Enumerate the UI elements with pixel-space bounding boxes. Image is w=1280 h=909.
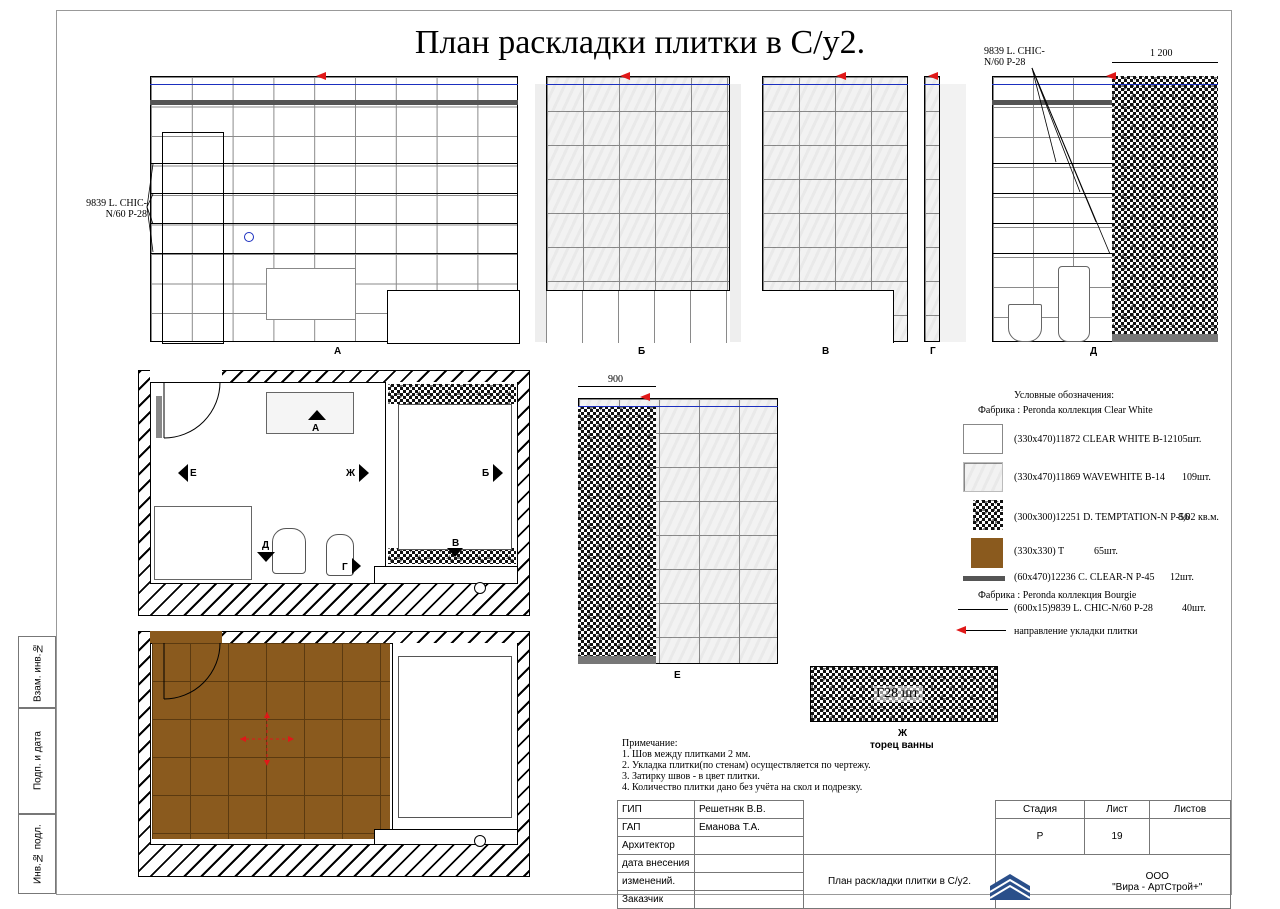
sink-icon <box>1008 304 1042 342</box>
elevation-g-side <box>940 84 966 342</box>
legend-item5-qty: 12шт. <box>1170 572 1194 583</box>
callout-right-line1: 9839 L. CHIC- <box>984 46 1045 57</box>
callout-left-line2: N/60 P-28 <box>105 209 147 220</box>
elevation-e-mosaic <box>578 406 656 658</box>
floor-direction-arrows-icon <box>236 708 298 770</box>
view-marker-e-icon <box>178 464 188 482</box>
side-stamp-inv-label: Инв.№ подл. <box>32 824 44 884</box>
plan-mark-e: Е <box>190 468 197 479</box>
legend-item4-name: (330x330) T <box>1014 546 1065 557</box>
elevation-a-border-band <box>150 100 518 105</box>
callout-left <box>62 198 147 220</box>
elevation-a-mirror <box>266 268 356 320</box>
stamp-stage: Р <box>996 819 1085 855</box>
stamp-change-date-2: изменений. <box>618 873 695 891</box>
company-logo-icon <box>988 862 1032 902</box>
elevation-b-return-r <box>730 84 741 342</box>
plan-mark-v: В <box>452 538 460 549</box>
view-marker-d-icon <box>257 552 275 562</box>
label-v: В <box>822 346 830 357</box>
elevation-e-top-line <box>578 406 778 407</box>
dim-1200-line <box>1112 62 1218 63</box>
dim-900: 900 <box>608 374 623 385</box>
stamp-customer: Заказчик <box>618 891 695 909</box>
legend-item7: направление укладки плитки <box>1014 626 1138 637</box>
bathtub-plan-2-icon <box>398 656 512 818</box>
title-block <box>617 800 1231 909</box>
side-stamp-inv <box>18 814 56 894</box>
legend-swatch-clear-white <box>963 424 1003 454</box>
direction-arrow-icon <box>640 393 650 401</box>
bidet-icon <box>326 534 354 576</box>
stamp-drawing-title: План раскладки плитки в С/у2. <box>804 855 996 909</box>
stamp-company <box>1085 855 1231 909</box>
radiator <box>156 396 162 438</box>
stamp-gip: ГИП <box>618 801 695 819</box>
toilet-plan-icon <box>272 528 306 574</box>
label-e: Е <box>674 670 681 681</box>
stamp-sheet-header: Лист <box>1085 801 1150 819</box>
direction-arrow-icon <box>620 72 630 80</box>
callout-right-line2: N/60 P-28 <box>984 57 1026 68</box>
door-swing-icon <box>150 370 230 442</box>
label-d: Д <box>1090 346 1098 357</box>
callout-left-leaders <box>145 160 157 255</box>
side-stamp-replace-label: Взам. инв.№ <box>32 642 44 702</box>
legend-factory1: Фабрика : Peronda коллекция Clear White <box>978 405 1153 416</box>
notes <box>622 738 871 793</box>
drain-2-icon <box>474 835 486 847</box>
view-marker-b-icon <box>493 464 503 482</box>
chic-line-3 <box>150 223 518 224</box>
stamp-gap-name: Еманова Т.А. <box>695 819 804 837</box>
elevation-e-base <box>578 656 656 664</box>
chic-line-1 <box>150 163 518 164</box>
toilet-icon <box>1058 266 1090 342</box>
legend-factory2: Фабрика : Peronda коллекция Bourgie <box>978 590 1137 601</box>
elevation-a-top-line <box>150 84 518 85</box>
note-3: 3. Затирку швов - в цвет плитки. <box>622 771 760 782</box>
plan-mark-zh: Ж <box>346 468 356 479</box>
plan-mark-b: Б <box>482 468 490 479</box>
note-1: 1. Шов между плитками 2 мм. <box>622 749 751 760</box>
drain-icon <box>474 582 486 594</box>
socket-icon <box>244 232 254 242</box>
plan-mark-g: Г <box>342 562 348 573</box>
legend-item3-name: (300x300)12251 D. TEMPTATION-N P-56 <box>1014 512 1190 523</box>
elevation-v-bath-front <box>762 290 894 343</box>
legend-swatch-brown <box>971 538 1003 568</box>
elevation-b-top-line <box>546 84 730 85</box>
plan-1-mosaic-top <box>388 384 516 404</box>
elevation-b-return <box>535 84 546 342</box>
stamp-architect: Архитектор <box>618 837 695 855</box>
stamp-sheet: 19 <box>1085 819 1150 855</box>
bath-end-caption: торец ванны <box>870 740 934 751</box>
view-marker-zh-icon <box>359 464 369 482</box>
legend-heading: Условные обозначения: <box>1014 390 1115 401</box>
chic-line-4 <box>150 253 518 254</box>
legend-swatch-clear-n <box>963 576 1005 581</box>
callout-left-line1: 9839 L. CHIC- <box>86 198 147 209</box>
callout-right-leaders <box>1030 66 1120 262</box>
stamp-change-date-1: дата внесения <box>618 855 695 873</box>
stamp-sheets-header: Листов <box>1150 801 1231 819</box>
elevation-d-base <box>1112 334 1218 342</box>
stamp-company-2: "Вира - АртСтрой+" <box>1112 881 1203 893</box>
legend-item3-qty: 8,02 кв.м. <box>1178 512 1219 523</box>
stamp-company-1: ООО <box>1145 870 1169 882</box>
elevation-g <box>924 76 940 342</box>
plan-2-niche <box>374 829 517 844</box>
stamp-customer-name <box>695 891 804 909</box>
chic-line-2 <box>150 193 518 194</box>
elevation-a-cabinet <box>387 290 520 344</box>
elevation-d-mosaic <box>1112 76 1218 342</box>
legend-item1: (330x470)11872 CLEAR WHITE B-12105шт. <box>1014 434 1202 445</box>
bath-end-count: Г28 шт. <box>876 686 921 701</box>
label-g: Г <box>930 346 936 357</box>
note-2: 2. Укладка плитки(по стенам) осуществляется по чертежу. <box>622 760 871 771</box>
dim-900-line <box>578 386 656 387</box>
dim-1200: 1 200 <box>1150 48 1173 59</box>
plan-1-niche <box>374 566 517 583</box>
legend-arrow-line <box>966 630 1006 631</box>
page-title: План раскладки плитки в С/у2. <box>414 24 866 61</box>
shower-tray-icon <box>154 506 252 580</box>
stamp-logo-cell <box>996 855 1085 909</box>
side-stamp-replace <box>18 636 56 708</box>
legend-item5-name: (60x470)12236 C. CLEAR-N P-45 <box>1014 572 1155 583</box>
view-marker-g-icon <box>352 558 361 574</box>
plan-mark-d: Д <box>262 540 270 551</box>
elevation-g-top-line <box>924 84 940 85</box>
notes-heading: Примечание: <box>622 738 678 749</box>
stamp-change-date-name <box>695 855 804 873</box>
side-stamp-sign-label: Подп. и дата <box>32 731 44 791</box>
legend-item2-name: (330x470)11869 WAVEWHITE B-14 <box>1014 472 1165 483</box>
label-zh: Ж <box>898 728 908 739</box>
callout-right <box>984 46 1045 68</box>
stamp-change-date-2-name <box>695 873 804 891</box>
legend-item2-qty: 109шт. <box>1182 472 1211 483</box>
door-swing-icon-2 <box>150 631 230 703</box>
legend-item4-qty: 65шт. <box>1094 546 1118 557</box>
elevation-v-top-line <box>762 84 908 85</box>
view-marker-a-icon <box>308 410 326 420</box>
side-stamp-sign <box>18 708 56 814</box>
direction-arrow-icon <box>1106 72 1116 80</box>
legend-swatch-temptation <box>973 500 1003 530</box>
stamp-gip-name: Решетняк В.В. <box>695 801 804 819</box>
legend-swatch-chic <box>958 609 1008 610</box>
direction-arrow-icon <box>928 72 938 80</box>
stamp-blank <box>804 801 996 855</box>
label-a: А <box>334 346 342 357</box>
stamp-sheets <box>1150 819 1231 855</box>
legend-item6-qty: 40шт. <box>1182 603 1206 614</box>
legend-swatch-wave-white <box>963 462 1003 492</box>
direction-arrow-icon <box>836 72 846 80</box>
stamp-gap: ГАП <box>618 819 695 837</box>
view-marker-v-icon <box>447 548 463 557</box>
stamp-architect-name <box>695 837 804 855</box>
elevation-b-bath-front <box>546 290 730 343</box>
legend-item6-name: (600x15)9839 L. CHIC-N/60 P-28 <box>1014 603 1153 614</box>
plan-mark-a: А <box>312 423 320 434</box>
label-b: Б <box>638 346 646 357</box>
direction-arrow-icon <box>316 72 326 80</box>
legend-arrow-icon <box>956 626 966 634</box>
stamp-stage-header: Стадия <box>996 801 1085 819</box>
note-4: 4. Количество плитки дано без учёта на скол и подрезку. <box>622 782 863 793</box>
